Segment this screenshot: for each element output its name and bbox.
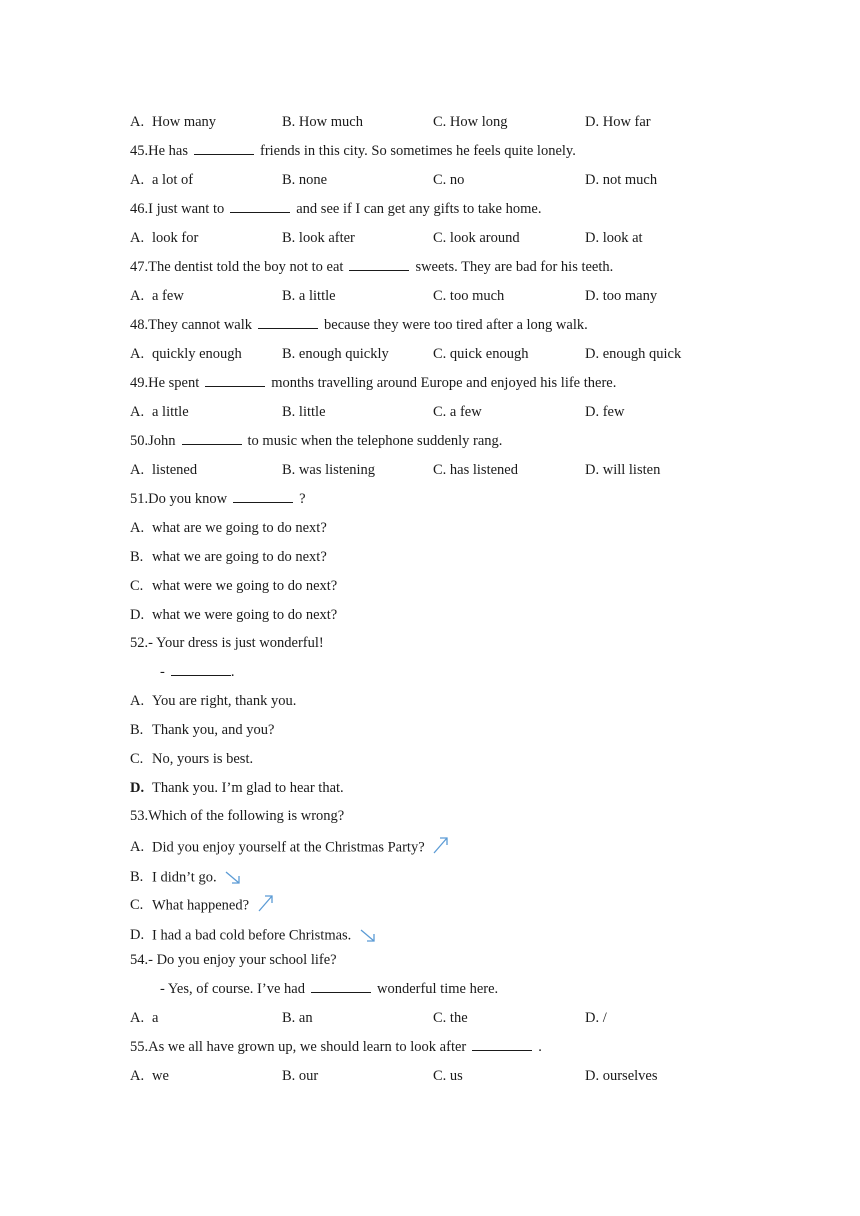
- rising-arrow-icon: [257, 893, 275, 919]
- question-48: 48.They cannot walk because they were too tired after a long walk.: [130, 317, 588, 333]
- option-a: A. a lot of: [130, 172, 194, 188]
- option-b: B. I didn’t go.: [130, 864, 242, 884]
- option-a: A. we: [130, 1068, 169, 1084]
- option-b: B. enough quickly: [282, 346, 389, 362]
- option-a: A. a: [130, 1010, 159, 1026]
- answer-blank[interactable]: [182, 431, 242, 445]
- answer-blank[interactable]: [205, 373, 265, 387]
- option-d: D. few: [585, 404, 625, 420]
- question-53: 53.Which of the following is wrong?: [130, 808, 345, 824]
- option-d: D. will listen: [585, 462, 661, 478]
- option-d: D. look at: [585, 230, 643, 246]
- option-d: D. not much: [585, 172, 658, 188]
- question-49: 49.He spent months travelling around Europe and enjoyed his life there.: [130, 375, 617, 391]
- option-c: C. has listened: [433, 462, 518, 478]
- option-a: A. what are we going to do next?: [130, 520, 327, 536]
- option-d: D. enough quick: [585, 346, 682, 362]
- option-a: A. quickly enough: [130, 346, 242, 362]
- question-46: 46.I just want to and see if I can get any gifts to take home.: [130, 201, 542, 217]
- option-d: D. /: [585, 1010, 607, 1026]
- option-c: C. look around: [433, 230, 520, 246]
- option-c: C. what were we going to do next?: [130, 578, 338, 594]
- option-c: C. the: [433, 1010, 468, 1026]
- option-a: A. a little: [130, 404, 189, 420]
- option-c: C. too much: [433, 288, 505, 304]
- option-c: C. no: [433, 172, 465, 188]
- option-a: A. a few: [130, 288, 184, 304]
- option-d: D. Thank you. I’m glad to hear that.: [130, 780, 344, 796]
- option-b: B. look after: [282, 230, 355, 246]
- option-b: B. little: [282, 404, 326, 420]
- rising-arrow-icon: [432, 835, 450, 861]
- option-c: C. a few: [433, 404, 482, 420]
- option-b: B. none: [282, 172, 328, 188]
- option-a: A. look for: [130, 230, 199, 246]
- option-d: D. I had a bad cold before Christmas.: [130, 922, 377, 942]
- option-c: C. What happened?: [130, 893, 275, 913]
- option-d: D. what we were going to do next?: [130, 607, 338, 623]
- option-b: B. was listening: [282, 462, 376, 478]
- option-a: A. listened: [130, 462, 198, 478]
- answer-blank[interactable]: [349, 257, 409, 271]
- question-52-reply: - .: [160, 664, 235, 680]
- answer-blank[interactable]: [194, 141, 254, 155]
- option-a: A. You are right, thank you.: [130, 693, 297, 709]
- option-d: D. ourselves: [585, 1068, 658, 1084]
- option-c: C. How long: [433, 114, 508, 130]
- answer-blank[interactable]: [233, 489, 293, 503]
- question-54-reply: - Yes, of course. I’ve had wonderful time here.: [160, 981, 499, 997]
- answer-blank[interactable]: [171, 662, 231, 676]
- question-45: 45.He has friends in this city. So sometimes he feels quite lonely.: [130, 143, 576, 159]
- option-c: C. quick enough: [433, 346, 529, 362]
- question-55: 55.As we all have grown up, we should learn to look after .: [130, 1039, 542, 1055]
- question-52: 52.- Your dress is just wonderful!: [130, 635, 324, 651]
- option-a: A. Did you enjoy yourself at the Christmas Party?: [130, 835, 450, 855]
- question-51: 51.Do you know ?: [130, 491, 306, 507]
- falling-arrow-icon: [224, 870, 242, 892]
- answer-blank[interactable]: [230, 199, 290, 213]
- option-a: A. How many: [130, 114, 217, 130]
- answer-blank[interactable]: [311, 979, 371, 993]
- option-b: B. an: [282, 1010, 313, 1026]
- question-54: 54.- Do you enjoy your school life?: [130, 952, 337, 968]
- option-d: D. How far: [585, 114, 651, 130]
- option-b: B. Thank you, and you?: [130, 722, 275, 738]
- option-c: C. us: [433, 1068, 463, 1084]
- answer-blank[interactable]: [258, 315, 318, 329]
- question-50: 50.John to music when the telephone suddenly rang.: [130, 433, 503, 449]
- option-b: B. How much: [282, 114, 363, 130]
- option-c: C. No, yours is best.: [130, 751, 254, 767]
- option-b: B. what we are going to do next?: [130, 549, 327, 565]
- option-b: B. our: [282, 1068, 319, 1084]
- answer-blank[interactable]: [472, 1037, 532, 1051]
- question-47: 47.The dentist told the boy not to eat sweets. They are bad for his teeth.: [130, 259, 614, 275]
- option-b: B. a little: [282, 288, 336, 304]
- option-d: D. too many: [585, 288, 658, 304]
- falling-arrow-icon: [359, 928, 377, 950]
